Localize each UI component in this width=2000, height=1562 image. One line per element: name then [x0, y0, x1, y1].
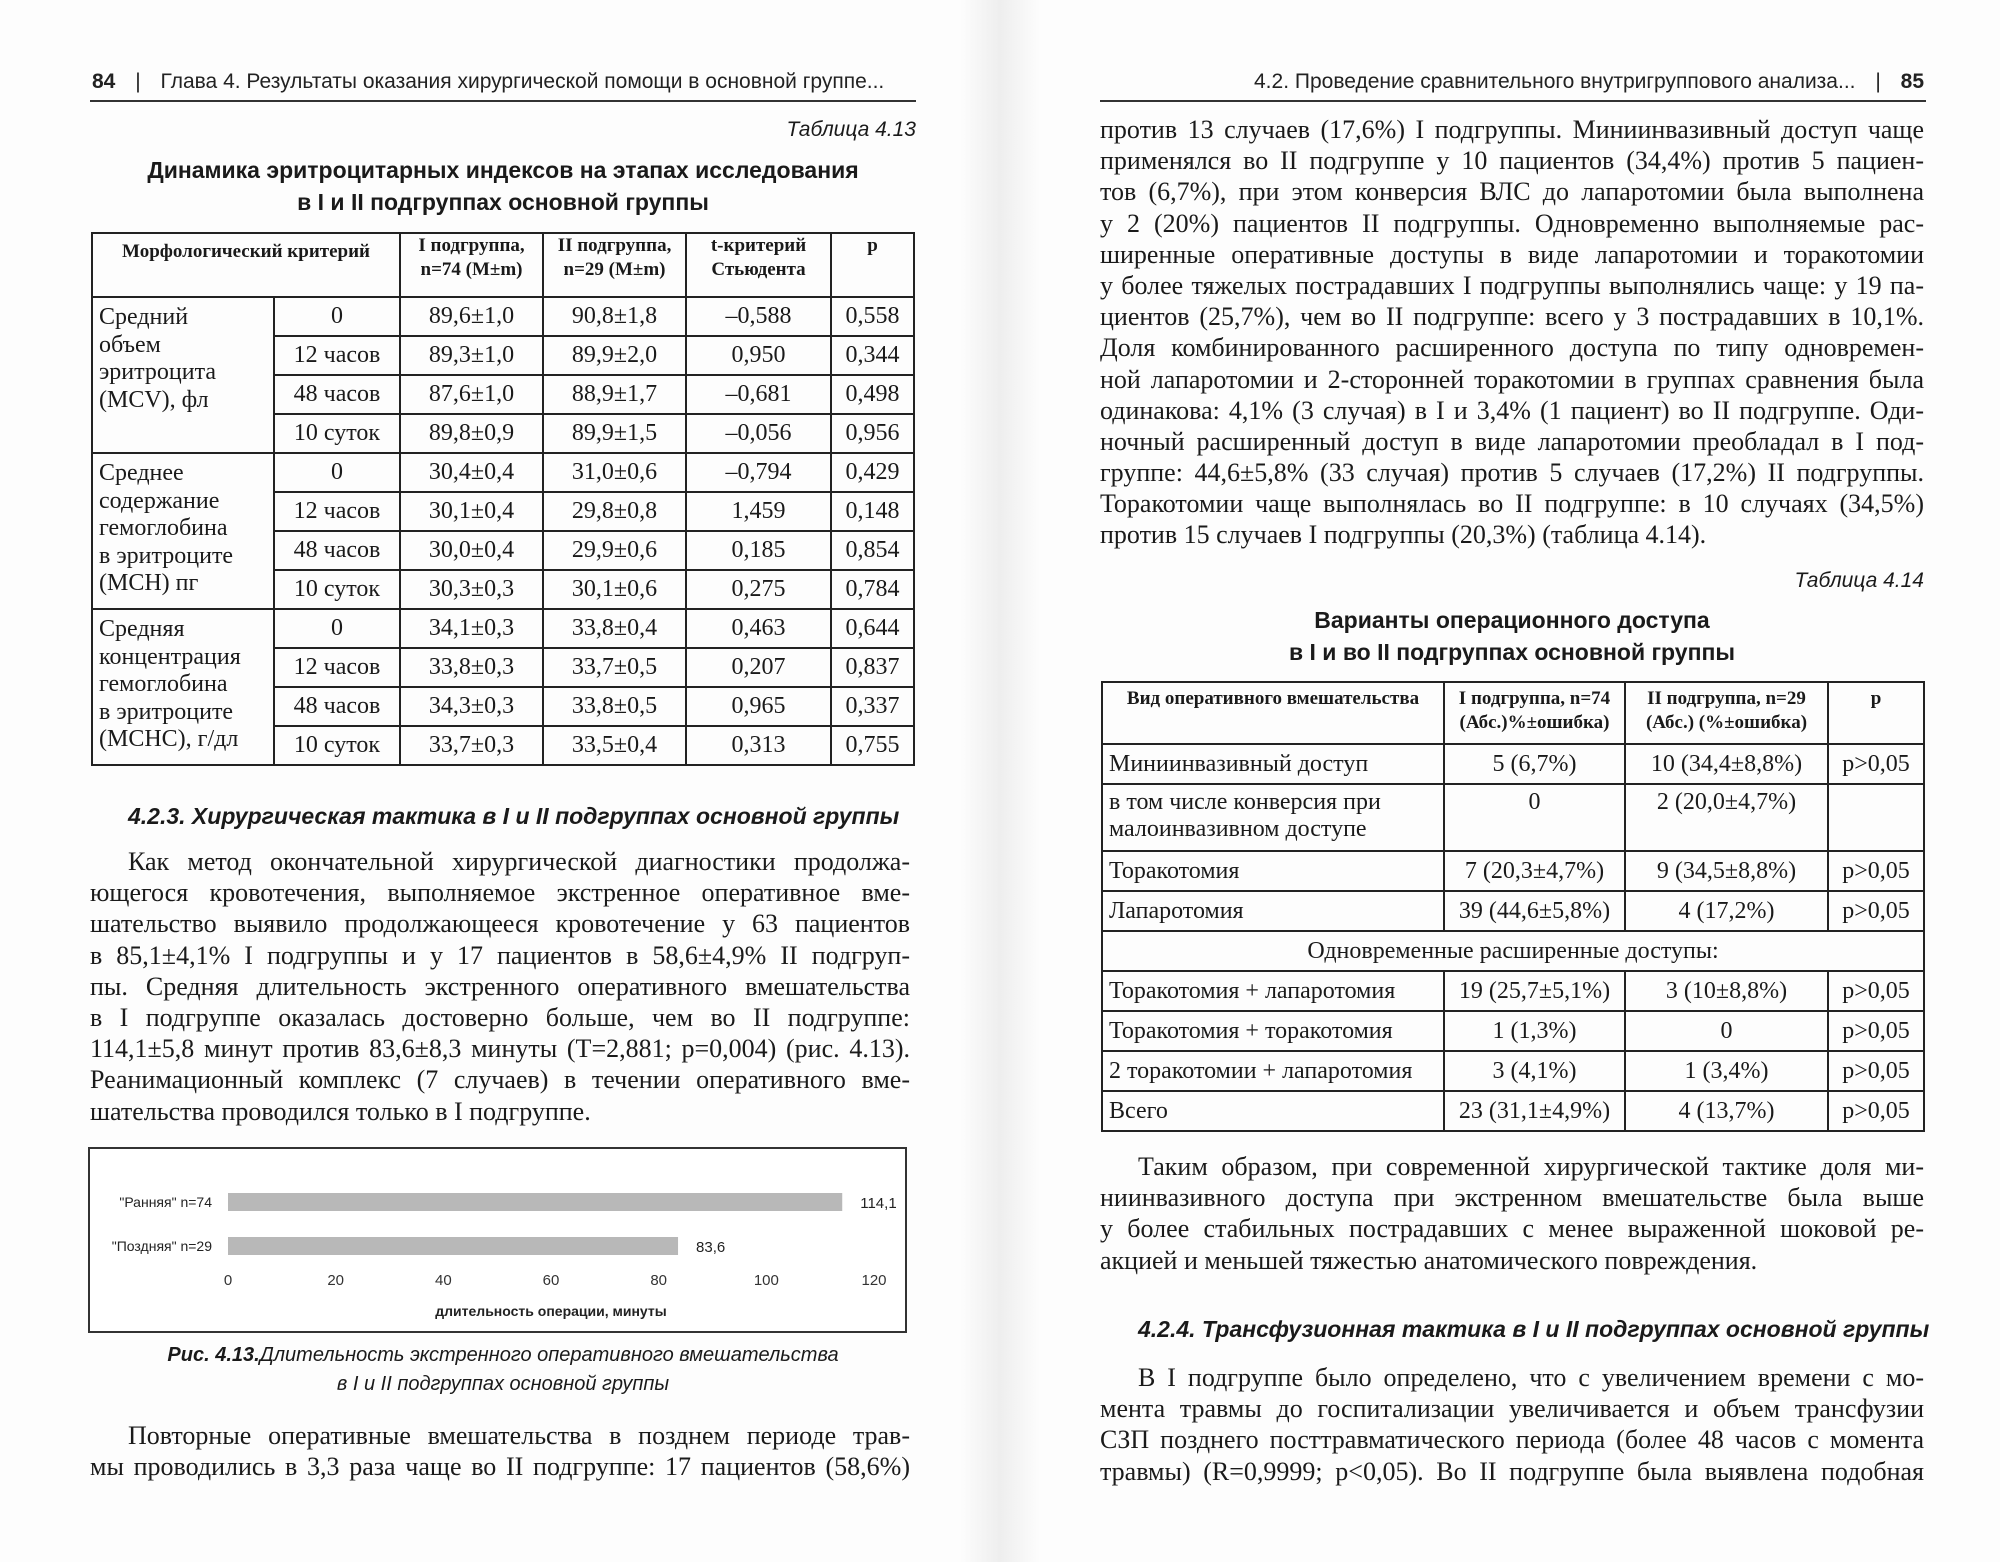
table-4-13-title [90, 154, 916, 218]
criterion-line: (MCV), фл [99, 386, 209, 413]
column-header: t-критерий Стьюдента [686, 233, 831, 297]
table-4-13 [91, 232, 915, 766]
x-tick-label: 40 [434, 1272, 452, 1289]
value-cell: 10 (34,4±8,8%) [1625, 744, 1828, 784]
column-header: I подгруппа, n=74 (M±m) [400, 233, 543, 297]
value-cell: 0,558 [831, 297, 914, 336]
table-row [1102, 851, 1924, 891]
time-cell: 10 суток [274, 570, 400, 609]
text-line: ширенные оперативные доступы в виде лапаротомии и торакотомии [1100, 239, 1924, 269]
table-row [92, 609, 914, 648]
text-line: тов (6,7%), при этом конверсия ВЛС до лапаротомии была выполнена [1100, 177, 1924, 207]
criterion-line: Среднее [99, 460, 184, 486]
value-cell: 30,0±0,4 [400, 531, 543, 570]
procedure-cell: 2 торакотомии + лапаротомия [1102, 1051, 1444, 1091]
text-line: ющегося кровотечения, выполняемое экстренное оперативное вме- [90, 878, 910, 908]
text-line: против 15 случаев I подгруппы (20,3%) (таблица 4.14). [1100, 520, 1707, 550]
table-4-14-title [1100, 604, 1924, 668]
value-cell: 89,9±2,0 [543, 336, 686, 375]
value-cell: 0 [1444, 784, 1625, 851]
column-header: I подгруппа, n=74 (Абс.)%±ошибка) [1444, 682, 1625, 744]
text-line: циентов (25,7%), чем во II подгруппе: всего у 3 пострадавших в 10,1%. [1100, 302, 1924, 332]
text-line: применялся во II подгруппе у 10 пациентов (34,4%) против 5 пациен- [1100, 146, 1924, 176]
column-header: II подгруппа, n=29 (Абс.) (%±ошибка) [1625, 682, 1828, 744]
value-cell: 5 (6,7%) [1444, 744, 1625, 784]
time-cell: 0 [274, 453, 400, 492]
header-rule [1100, 100, 1926, 102]
text-line: шательство выявило продолжающееся кровотечение у 63 пациентов [90, 909, 910, 939]
x-tick-label: 120 [861, 1272, 887, 1289]
right-page-number: 85 [1900, 70, 1924, 93]
text-line: Таким образом, при современной хирургической тактике доля ми- [1138, 1152, 1924, 1181]
value-cell: 89,9±1,5 [543, 414, 686, 453]
value-cell: p>0,05 [1828, 851, 1924, 891]
section-heading-4-2-4: 4.2.4. Трансфузионная тактика в I и II подгруппах основной группы [1138, 1316, 1930, 1342]
text-line: у более стабильных пострадавших с менее выраженной шоковой ре- [1100, 1214, 1924, 1244]
value-cell: –0,681 [686, 375, 831, 414]
procedure-cell: Всего [1102, 1091, 1444, 1131]
criterion-line: (MCHC), г/дл [99, 726, 239, 752]
x-tick-label: 60 [542, 1272, 560, 1289]
value-cell: 30,1±0,6 [543, 570, 686, 609]
criterion-line: гемоглобина [99, 671, 228, 697]
subheader-row [1102, 931, 1924, 971]
left-header-title: Глава 4. Результаты оказания хирургической помощи в основной группе... [160, 70, 885, 93]
value-cell: 0,784 [831, 570, 914, 609]
value-cell: 33,8±0,4 [543, 609, 686, 648]
bar [228, 1237, 678, 1255]
text-line: одинакова: 4,1% (3 случая) в I и 3,4% (1 пациент) во II подгруппе. Оди- [1100, 395, 1924, 425]
criterion-cell [92, 297, 274, 453]
procedure-cell: Лапаротомия [1102, 891, 1444, 931]
caption-line: в I и II подгруппах основной группы [336, 1373, 670, 1395]
table-row [1102, 784, 1924, 851]
paragraph [90, 1420, 910, 1482]
figure-4-13-chart [88, 1147, 907, 1333]
time-cell: 12 часов [274, 492, 400, 531]
value-cell: 34,1±0,3 [400, 609, 543, 648]
bar [228, 1193, 842, 1211]
value-cell: 0,337 [831, 687, 914, 726]
figure-label: Рис. 4.13. [167, 1344, 260, 1366]
table-row [1102, 1051, 1924, 1091]
procedure-cell: Торакотомия [1102, 851, 1444, 891]
text-line: в 85,1±4,1% I подгруппы и у 17 пациентов в 58,6±4,9% II подгруп- [90, 940, 910, 970]
text-line: Как метод окончательной хирургической диагностики продолжа- [128, 847, 910, 876]
paragraph [1100, 1362, 1924, 1487]
value-cell [1828, 784, 1924, 851]
time-cell: 10 суток [274, 726, 400, 765]
figure-caption [90, 1341, 916, 1399]
text-line: мы проводились в 3,3 раза чаще во II подгруппе: 17 пациентов (58,6%) [90, 1452, 910, 1482]
header-row [1102, 682, 1924, 744]
value-cell: p>0,05 [1828, 744, 1924, 784]
criterion-line: Средний [99, 304, 189, 330]
criterion-line: (MCH) пг [99, 570, 199, 596]
value-cell: 0,644 [831, 609, 914, 648]
value-cell: 23 (31,1±4,9%) [1444, 1091, 1625, 1131]
category-label: "Ранняя" n=74 [119, 1194, 212, 1210]
value-cell: p>0,05 [1828, 891, 1924, 931]
time-cell: 48 часов [274, 687, 400, 726]
value-cell: 9 (34,5±8,8%) [1625, 851, 1828, 891]
text-line: СЗП позднего посттравматического периода (более 48 часов с момента [1100, 1425, 1924, 1455]
procedure-cell: в том числе конверсия при малоинвазивном доступе [1102, 784, 1444, 851]
value-cell: 4 (17,2%) [1625, 891, 1828, 931]
text-line: пы. Средняя длительность экстренного оперативного вмешательства [90, 971, 910, 1001]
text-line: ной лапаротомии и 2-сторонней торакотомии в группах сравнения была [1100, 364, 1924, 394]
value-cell: p>0,05 [1828, 1091, 1924, 1131]
table-row [1102, 891, 1924, 931]
left-running-header: 84 | Глава 4. Результаты оказания хирургической помощи в основной группе... [92, 70, 885, 93]
right-header-title: 4.2. Проведение сравнительного внутригруппового анализа... [1254, 70, 1856, 93]
column-header: II подгруппа, n=29 (M±m) [543, 233, 686, 297]
value-cell: 90,8±1,8 [543, 297, 686, 336]
table-4-13-label: Таблица 4.13 [786, 118, 916, 141]
value-cell: 33,7±0,5 [543, 648, 686, 687]
text-line: В I подгруппе было определено, что с увеличением времени с мо- [1138, 1363, 1924, 1392]
x-tick-label: 100 [753, 1272, 779, 1289]
right-running-header: 4.2. Проведение сравнительного внутригруппового анализа... | 85 [1254, 70, 1924, 93]
time-cell: 0 [274, 297, 400, 336]
text-line: ночный расширенный доступ в виде лапаротомии преобладал в I под- [1100, 426, 1924, 456]
value-cell: 31,0±0,6 [543, 453, 686, 492]
value-cell: 3 (4,1%) [1444, 1051, 1625, 1091]
value-cell: 19 (25,7±5,1%) [1444, 971, 1625, 1011]
caption-line: Длительность экстренного оперативного вмешательства [259, 1344, 839, 1366]
title-line: Варианты операционного доступа [1314, 607, 1710, 633]
criterion-line: содержание [99, 487, 220, 514]
value-cell: –0,588 [686, 297, 831, 336]
section-heading-4-2-3: 4.2.3. Хирургическая тактика в I и II подгруппах основной группы [128, 803, 900, 829]
column-header: p [831, 233, 914, 297]
value-cell: p>0,05 [1828, 971, 1924, 1011]
text-line: Торакотомии чаще выполнялась во II подгруппе: в 10 случаях (34,5%) [1100, 489, 1924, 519]
table-row [1102, 1011, 1924, 1051]
value-cell: 1 (3,4%) [1625, 1051, 1828, 1091]
paragraph [90, 846, 910, 1127]
value-cell: 0,313 [686, 726, 831, 765]
bar-chart-svg [90, 1149, 905, 1331]
subheader-cell: Одновременные расширенные доступы: [1102, 931, 1924, 971]
text-line: в I подгруппе оказалась достоверно больше, чем во II подгруппе: [90, 1002, 910, 1032]
title-line: Динамика эритроцитарных индексов на этапах исследования [147, 157, 859, 183]
time-cell: 12 часов [274, 336, 400, 375]
value-cell: 39 (44,6±5,8%) [1444, 891, 1625, 931]
value-cell: 33,7±0,3 [400, 726, 543, 765]
procedure-cell: Торакотомия + торакотомия [1102, 1011, 1444, 1051]
table-4-14-label: Таблица 4.14 [1794, 569, 1924, 592]
criterion-line: концентрация [99, 643, 241, 670]
text-line: мента травмы до госпитализации увеличивается и объем трансфузии [1100, 1394, 1924, 1424]
data-label: 83,6 [696, 1239, 726, 1256]
value-cell: 29,9±0,6 [543, 531, 686, 570]
criterion-line: в эритроците [99, 698, 234, 725]
x-tick-label: 80 [650, 1272, 668, 1289]
value-cell: 0,207 [686, 648, 831, 687]
value-cell: 0,837 [831, 648, 914, 687]
value-cell: 0,185 [686, 531, 831, 570]
value-cell: 4 (13,7%) [1625, 1091, 1828, 1131]
value-cell: 0,148 [831, 492, 914, 531]
value-cell: 0,755 [831, 726, 914, 765]
paragraph [1100, 1151, 1924, 1276]
value-cell: 0,344 [831, 336, 914, 375]
column-header: p [1828, 682, 1924, 744]
text-line: Доля комбинированного расширенного доступа по типу одновремен- [1100, 333, 1924, 363]
value-cell: 87,6±1,0 [400, 375, 543, 414]
criterion-line: объем [99, 331, 161, 358]
value-cell: 33,8±0,5 [543, 687, 686, 726]
value-cell: 0,956 [831, 414, 914, 453]
text-line: у 2 (20%) пациентов II подгруппы. Одновременно выполняемые рас- [1100, 208, 1924, 238]
x-axis-title: длительность операции, минуты [435, 1303, 667, 1319]
value-cell: 0,965 [686, 687, 831, 726]
value-cell: 7 (20,3±4,7%) [1444, 851, 1625, 891]
text-line: ниинвазивного доступа при экстренном вмешательстве была выше [1100, 1183, 1924, 1213]
value-cell: 0 [1625, 1011, 1828, 1051]
procedure-cell: Торакотомия + лапаротомия [1102, 971, 1444, 1011]
table-row [1102, 1091, 1924, 1131]
value-cell: –0,056 [686, 414, 831, 453]
value-cell: 34,3±0,3 [400, 687, 543, 726]
criterion-line: Средняя [99, 616, 185, 642]
value-cell: 0,854 [831, 531, 914, 570]
value-cell: 30,4±0,4 [400, 453, 543, 492]
text-line: акцией и меньшей тяжестью анатомического повреждения. [1100, 1245, 1758, 1275]
column-header: Вид оперативного вмешательства [1102, 682, 1444, 744]
time-cell: 10 суток [274, 414, 400, 453]
value-cell: 2 (20,0±4,7%) [1625, 784, 1828, 851]
value-cell: 89,3±1,0 [400, 336, 543, 375]
value-cell: 0,950 [686, 336, 831, 375]
text-line: Реанимационный комплекс (7 случаев) в течении оперативного вме- [90, 1065, 910, 1095]
value-cell: 89,6±1,0 [400, 297, 543, 336]
criterion-line: в эритроците [99, 542, 234, 569]
value-cell: 1,459 [686, 492, 831, 531]
text-line: у более тяжелых пострадавших I подгруппы выполнялись чаще: у 19 па- [1100, 270, 1924, 300]
time-cell: 48 часов [274, 375, 400, 414]
text-line: 114,1±5,8 минут против 83,6±8,3 минуты (T=2,881; p=0,004) (рис. 4.13). [90, 1034, 910, 1064]
value-cell: 0,429 [831, 453, 914, 492]
text-line: группе: 44,6±5,8% (33 случая) против 5 случаев (17,2%) II подгруппы. [1100, 458, 1924, 488]
time-cell: 0 [274, 609, 400, 648]
text-line: Повторные оперативные вмешательства в позднем периоде трав- [128, 1421, 910, 1450]
value-cell: 3 (10±8,8%) [1625, 971, 1828, 1011]
value-cell: 0,498 [831, 375, 914, 414]
procedure-cell: Миниинвазивный доступ [1102, 744, 1444, 784]
data-label: 114,1 [860, 1195, 897, 1212]
text-line: шательства проводился только в I подгруппе. [90, 1096, 591, 1126]
criterion-line: эритроцита [99, 359, 217, 385]
x-tick-label: 20 [327, 1272, 345, 1289]
header-row [92, 233, 914, 297]
table-row [1102, 744, 1924, 784]
value-cell: p>0,05 [1828, 1011, 1924, 1051]
value-cell: 33,5±0,4 [543, 726, 686, 765]
table-row [92, 453, 914, 492]
header-rule [90, 100, 916, 102]
table-row [92, 297, 914, 336]
text-line: против 13 случаев (17,6%) I подгруппы. Миниинвазивный доступ чаще [1100, 115, 1924, 144]
left-page-number: 84 [92, 70, 116, 93]
value-cell: 0,463 [686, 609, 831, 648]
value-cell: 0,275 [686, 570, 831, 609]
value-cell: 89,8±0,9 [400, 414, 543, 453]
value-cell: 33,8±0,3 [400, 648, 543, 687]
table-4-14 [1101, 681, 1925, 1132]
column-header: Морфологический критерий [92, 233, 400, 297]
time-cell: 12 часов [274, 648, 400, 687]
x-tick-label: 0 [223, 1272, 233, 1289]
title-line: в I и II подгруппах основной группы [297, 189, 709, 215]
title-line: в I и во II подгруппах основной группы [1288, 639, 1736, 665]
value-cell: p>0,05 [1828, 1051, 1924, 1091]
criterion-line: гемоглобина [99, 515, 228, 541]
time-cell: 48 часов [274, 531, 400, 570]
text-line: травмы) (R=0,9999; p<0,05). Во II подгруппе была выявлена подобная [1100, 1456, 1924, 1486]
value-cell: 30,3±0,3 [400, 570, 543, 609]
value-cell: 29,8±0,8 [543, 492, 686, 531]
value-cell: 30,1±0,4 [400, 492, 543, 531]
value-cell: –0,794 [686, 453, 831, 492]
book-gutter [960, 0, 1040, 1562]
table-row [1102, 971, 1924, 1011]
value-cell: 1 (1,3%) [1444, 1011, 1625, 1051]
criterion-cell [92, 453, 274, 609]
value-cell: 88,9±1,7 [543, 375, 686, 414]
paragraph [1100, 114, 1924, 551]
category-label: "Поздняя" n=29 [111, 1238, 212, 1254]
criterion-cell [92, 609, 274, 765]
